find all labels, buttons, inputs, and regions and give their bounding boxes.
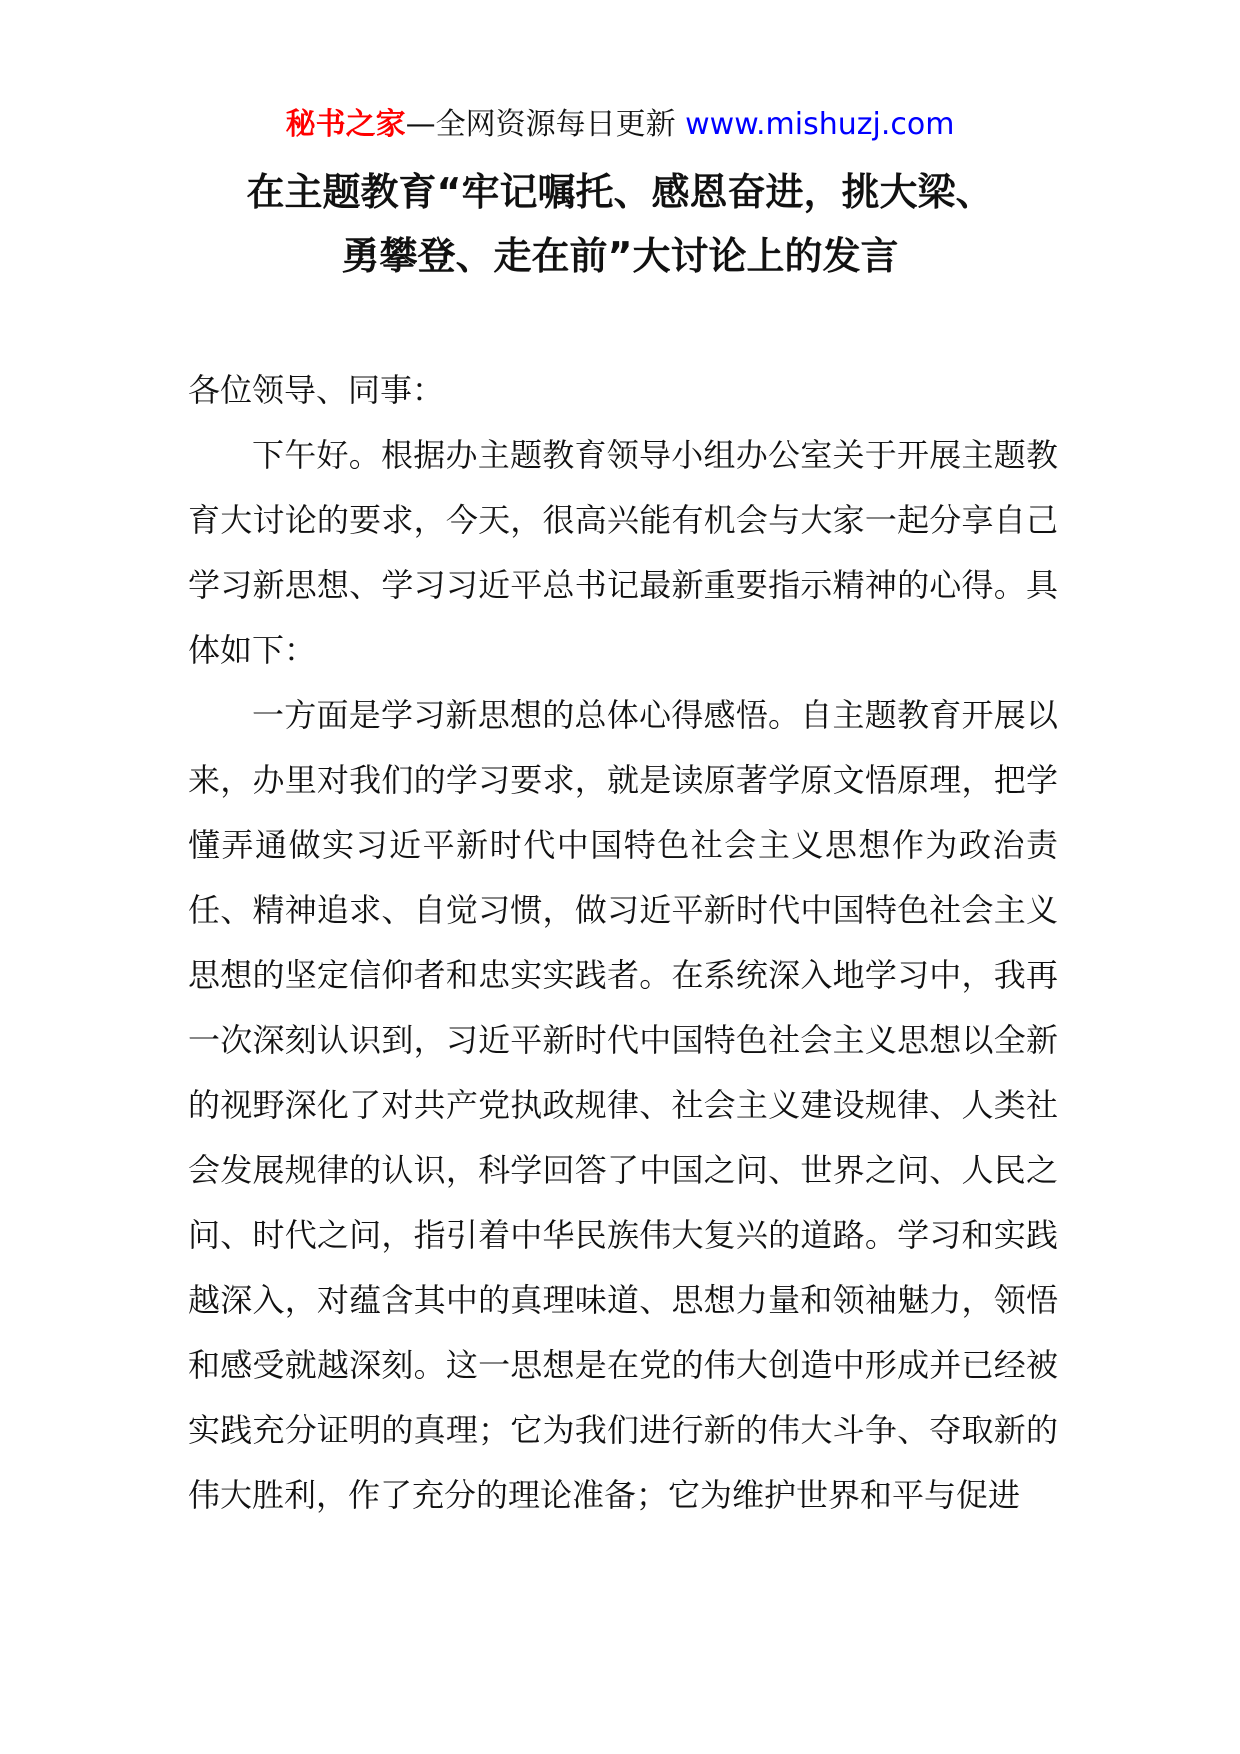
site-tagline: —全网资源每日更新 xyxy=(405,107,676,142)
site-header xyxy=(0,100,1240,150)
salutation: 各位领导、同事： xyxy=(188,371,445,409)
paragraph-greeting: 下午好。根据办主题教育领导小组办公室关于开展主题教育大讨论的要求，今天，很高兴能有机会与大家一起分享自己学习新思想、学习习近平总书记最新重要指示精神的心得。具体如下： xyxy=(188,436,1058,669)
title-line-1: 在主题教育“牢记嘱托、感恩奋进，挑大梁、 xyxy=(246,170,994,214)
title-line-2: 勇攀登、走在前”大讨论上的发言 xyxy=(341,234,899,278)
paragraph-study-insights: 一方面是学习新思想的总体心得感悟。自主题教育开展以来，办里对我们的学习要求，就是读原著学原文悟原理，把学懂弄通做实习近平新时代中国特色社会主义思想作为政治责任、精神追求、自觉习惯，做习近平新时代中国特色社会主义思想的坚定信仰者和忠实实践者。在系统深入地学习中，我再一次深刻认识到，习近平新时代中国特色社会主义思想以全新的视野深化了对共产党执政规律、社会主义建设规律、人类社会发展规律的认识，科学回答了中国之问、世界之问、人民之问、时代之问，指引着中华民族伟大复兴的道路。学习和实践越深入，对蕴含其中的真理味道、思想力量和领袖魅力，领悟和感受就越深刻。这一思想是在党的伟大创造中形成并已经被实践充分证明的真理；它为我们进行新的伟大斗争、夺取新的伟大胜利，作了充分的理论准备；它为维护世界和平与促进 xyxy=(188,696,1058,1514)
site-url-link[interactable]: www.mishuzj.com xyxy=(685,107,955,142)
document-title xyxy=(160,160,1080,288)
document-body xyxy=(188,358,1058,1528)
brand-name: 秘书之家 xyxy=(285,107,406,142)
